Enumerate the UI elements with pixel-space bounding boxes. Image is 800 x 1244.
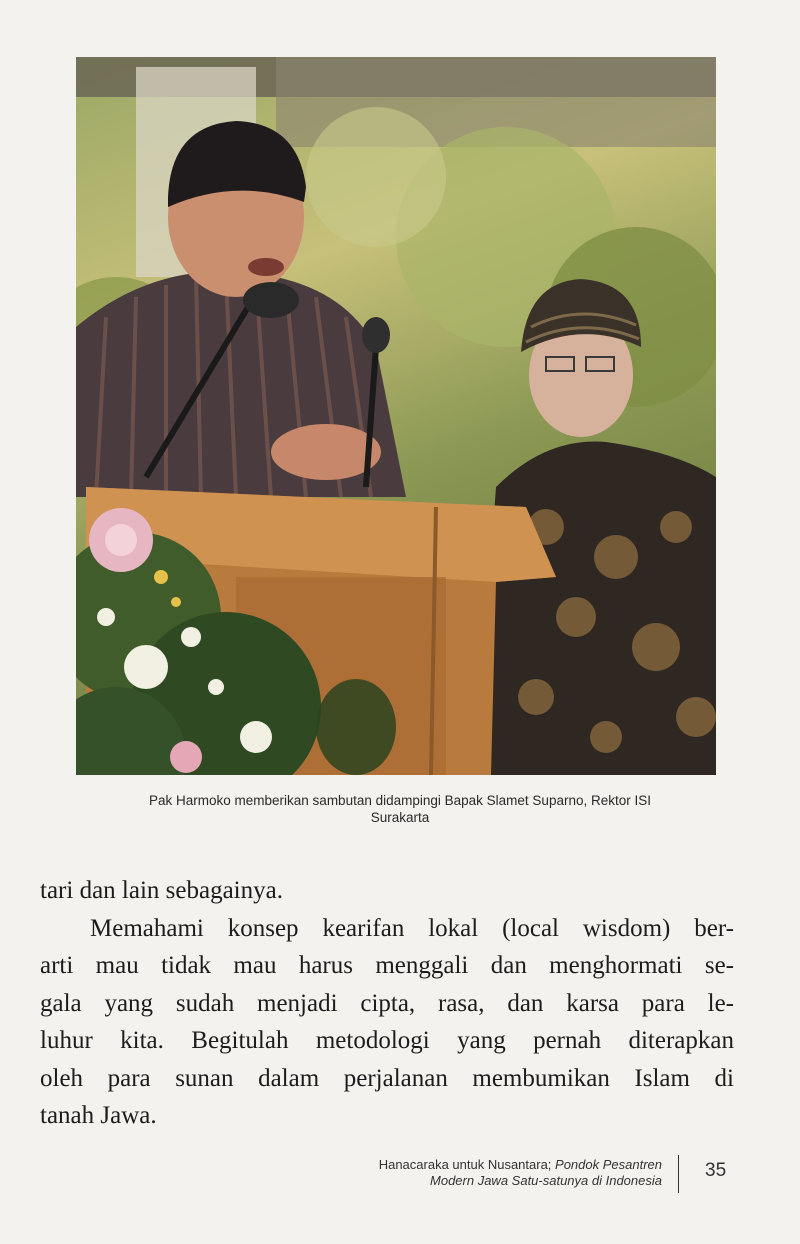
body-line-5: luhur kita. Begitulah metodologi yang pernah diterapkan: [40, 1027, 734, 1054]
photo-caption: [40, 792, 760, 826]
footer-book-title: Hanacaraka untuk Nusantara;: [378, 1157, 556, 1172]
body-line-7: tanah Jawa.: [40, 1102, 157, 1129]
body-line-6: oleh para sunan dalam perjalanan membumikan Islam di: [40, 1064, 734, 1092]
footer-line-2: [379, 1173, 662, 1189]
footer-divider: [678, 1155, 679, 1193]
page-number: 35: [705, 1160, 727, 1181]
footer-subtitle-part2: Modern Jawa Satu-satunya di Indonesia: [430, 1173, 662, 1188]
caption-line-2: Surakarta: [370, 810, 430, 825]
caption-line-1: Pak Harmoko memberikan sambutan didampingi Bapak Slamet Suparno, Rektor ISI: [149, 793, 651, 808]
footer-line-1: [379, 1157, 662, 1173]
body-line-1: tari dan lain sebagainya.: [40, 877, 283, 904]
running-footer: [379, 1157, 662, 1189]
body-paragraph: [40, 872, 734, 1135]
footer-subtitle-part1: Pondok Pesantren: [555, 1157, 662, 1172]
photo-illustration: [76, 57, 716, 775]
body-line-4: gala yang sudah menjadi cipta, rasa, dan karsa para le-: [40, 989, 734, 1017]
body-line-3: arti mau tidak mau harus menggali dan menghormati se-: [40, 952, 734, 979]
body-line-2: Memahami konsep kearifan lokal (local wisdom) ber-: [90, 914, 734, 942]
event-photo: [76, 57, 716, 775]
